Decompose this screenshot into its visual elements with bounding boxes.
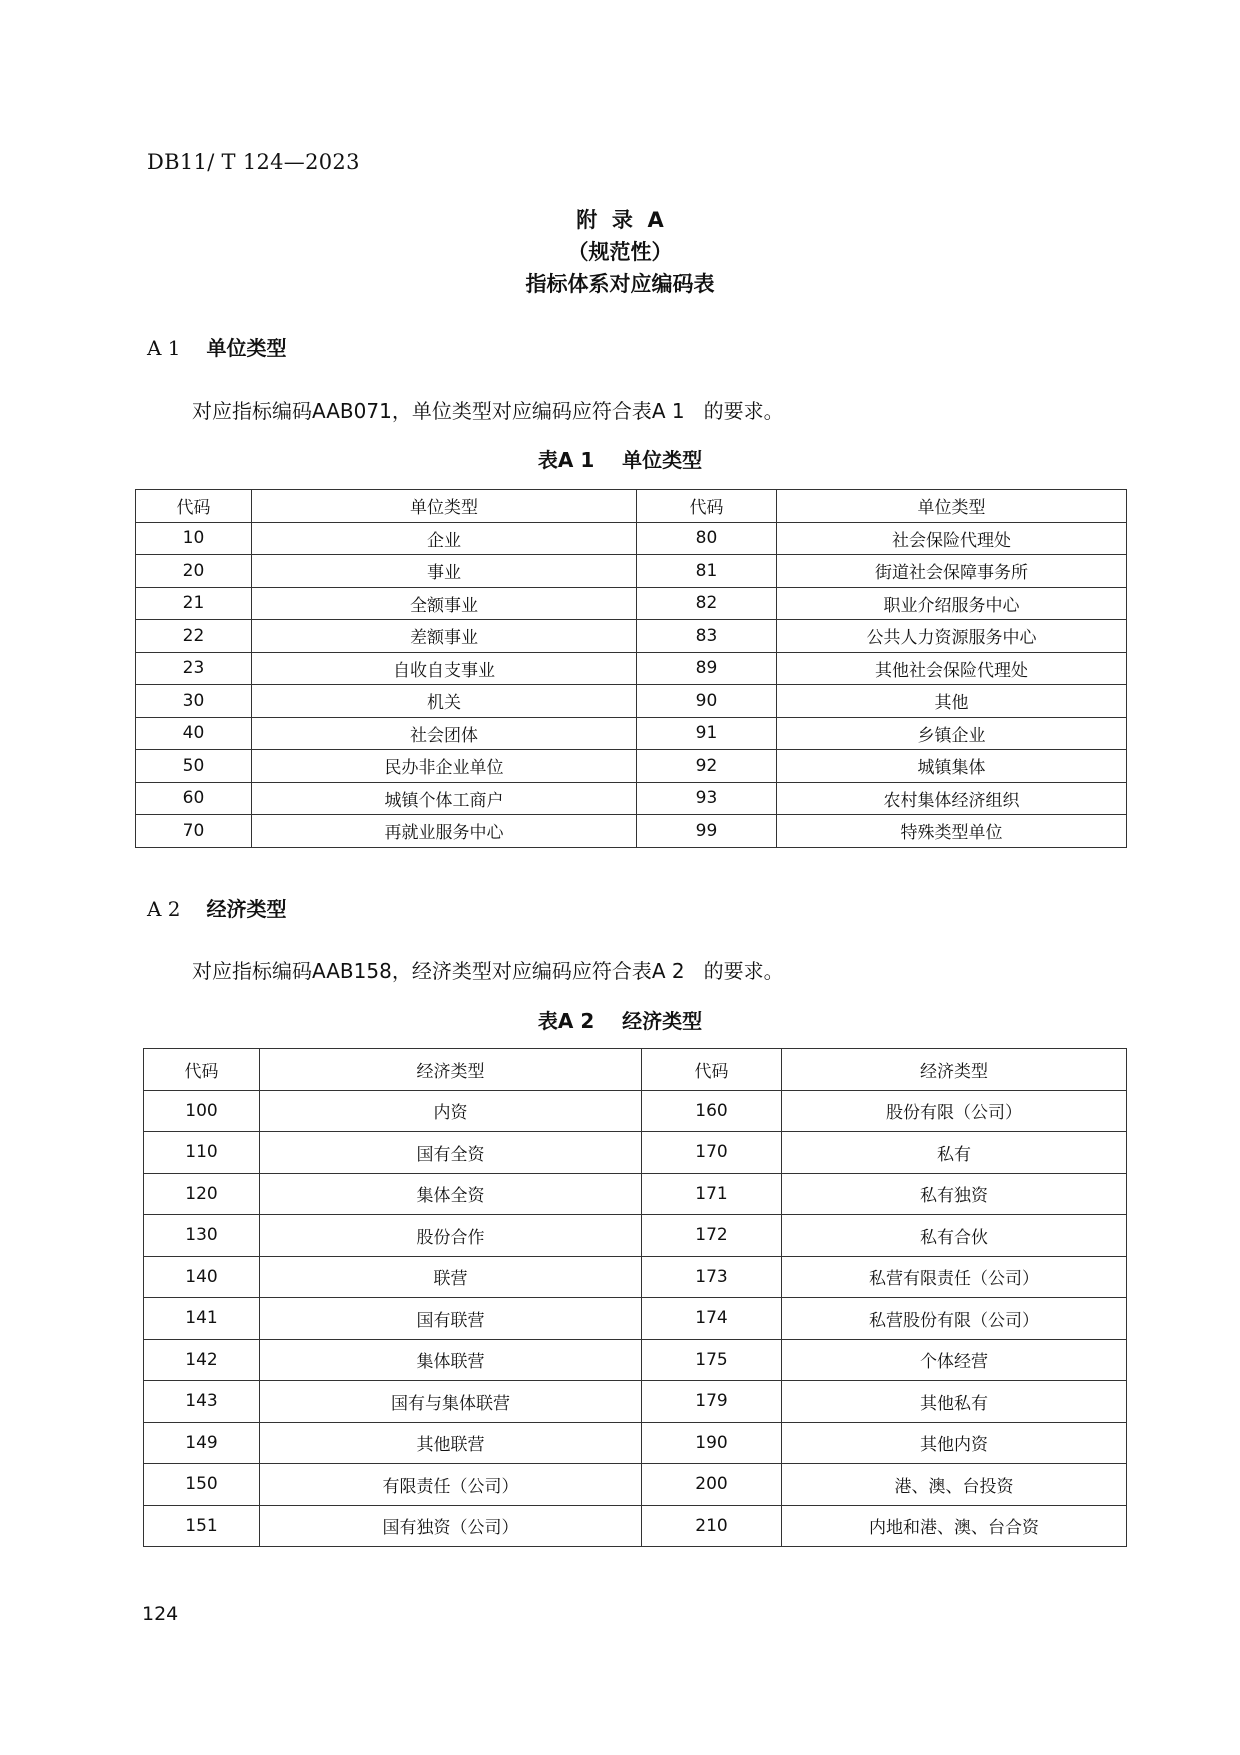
- table-row: [144, 1505, 1127, 1547]
- table-header-row: [144, 1049, 1127, 1091]
- code-cell: 210: [642, 1505, 782, 1547]
- type-cell: 农村集体经济组织: [777, 782, 1127, 815]
- column-header: 单位类型: [777, 490, 1127, 523]
- table-row: [144, 1256, 1127, 1298]
- table-row: [136, 620, 1127, 653]
- code-cell: 175: [642, 1339, 782, 1381]
- code-cell: 81: [637, 555, 777, 588]
- type-cell: 城镇集体: [777, 750, 1127, 783]
- type-cell: 特殊类型单位: [777, 815, 1127, 848]
- type-cell: 再就业服务中心: [252, 815, 637, 848]
- page-number: 124: [142, 1603, 179, 1625]
- appendix-title: 附 录 A: [576, 208, 664, 232]
- type-cell: 私营有限责任（公司）: [782, 1256, 1127, 1298]
- type-cell: 国有全资: [260, 1132, 642, 1174]
- type-cell: 个体经营: [782, 1339, 1127, 1381]
- type-cell: 私有: [782, 1132, 1127, 1174]
- code-cell: 93: [637, 782, 777, 815]
- type-cell: 港、澳、台投资: [782, 1464, 1127, 1506]
- code-cell: 23: [136, 652, 252, 685]
- code-cell: 190: [642, 1422, 782, 1464]
- code-cell: 50: [136, 750, 252, 783]
- code-cell: 21: [136, 587, 252, 620]
- code-cell: 120: [144, 1173, 260, 1215]
- type-cell: 国有与集体联营: [260, 1381, 642, 1423]
- code-cell: 10: [136, 522, 252, 555]
- type-cell: 差额事业: [252, 620, 637, 653]
- code-cell: 170: [642, 1132, 782, 1174]
- type-cell: 民办非企业单位: [252, 750, 637, 783]
- table-row: [136, 555, 1127, 588]
- type-cell: 其他私有: [782, 1381, 1127, 1423]
- table-a1: [135, 489, 1127, 848]
- code-cell: 143: [144, 1381, 260, 1423]
- table-row: [136, 685, 1127, 718]
- type-cell: 其他内资: [782, 1422, 1127, 1464]
- column-header: 单位类型: [252, 490, 637, 523]
- code-cell: 142: [144, 1339, 260, 1381]
- column-header: 经济类型: [260, 1049, 642, 1091]
- type-cell: 其他: [777, 685, 1127, 718]
- code-cell: 91: [637, 717, 777, 750]
- code-cell: 60: [136, 782, 252, 815]
- section-a1-paragraph: 对应指标编码AAB071，单位类型对应编码应符合表A 1 的要求。: [192, 399, 784, 423]
- type-cell: 街道社会保障事务所: [777, 555, 1127, 588]
- table-a2: [143, 1048, 1127, 1547]
- code-cell: 200: [642, 1464, 782, 1506]
- column-header: 代码: [136, 490, 252, 523]
- table-row: [144, 1090, 1127, 1132]
- type-cell: 事业: [252, 555, 637, 588]
- type-cell: 机关: [252, 685, 637, 718]
- section-a2-heading: [147, 893, 287, 922]
- type-cell: 职业介绍服务中心: [777, 587, 1127, 620]
- section-a2-paragraph: 对应指标编码AAB158，经济类型对应编码应符合表A 2 的要求。: [192, 959, 784, 983]
- code-cell: 30: [136, 685, 252, 718]
- table-row: [136, 652, 1127, 685]
- code-cell: 89: [637, 652, 777, 685]
- type-cell: 集体全资: [260, 1173, 642, 1215]
- table-row: [136, 717, 1127, 750]
- code-cell: 179: [642, 1381, 782, 1423]
- type-cell: 联营: [260, 1256, 642, 1298]
- code-cell: 83: [637, 620, 777, 653]
- code-cell: 82: [637, 587, 777, 620]
- code-cell: 149: [144, 1422, 260, 1464]
- type-cell: 国有联营: [260, 1298, 642, 1340]
- table-row: [136, 587, 1127, 620]
- column-header: 代码: [144, 1049, 260, 1091]
- code-cell: 140: [144, 1256, 260, 1298]
- table-row: [144, 1132, 1127, 1174]
- type-cell: 集体联营: [260, 1339, 642, 1381]
- type-cell: 社会团体: [252, 717, 637, 750]
- code-cell: 92: [637, 750, 777, 783]
- code-cell: 80: [637, 522, 777, 555]
- type-cell: 股份合作: [260, 1215, 642, 1257]
- code-cell: 150: [144, 1464, 260, 1506]
- table-a2-caption: 表A 2 经济类型: [537, 1009, 703, 1033]
- column-header: 代码: [637, 490, 777, 523]
- table-row: [144, 1339, 1127, 1381]
- type-cell: 股份有限（公司）: [782, 1090, 1127, 1132]
- code-cell: 151: [144, 1505, 260, 1547]
- code-cell: 110: [144, 1132, 260, 1174]
- type-cell: 内资: [260, 1090, 642, 1132]
- code-cell: 172: [642, 1215, 782, 1257]
- type-cell: 内地和港、澳、台合资: [782, 1505, 1127, 1547]
- type-cell: 国有独资（公司）: [260, 1505, 642, 1547]
- column-header: 代码: [642, 1049, 782, 1091]
- table-row: [144, 1215, 1127, 1257]
- code-cell: 20: [136, 555, 252, 588]
- section-a2-number: A 2: [147, 897, 181, 921]
- table-row: [136, 782, 1127, 815]
- code-cell: 141: [144, 1298, 260, 1340]
- table-row: [136, 815, 1127, 848]
- table-row: [136, 522, 1127, 555]
- type-cell: 其他联营: [260, 1422, 642, 1464]
- type-cell: 企业: [252, 522, 637, 555]
- code-cell: 160: [642, 1090, 782, 1132]
- appendix-name: 指标体系对应编码表: [525, 272, 715, 296]
- type-cell: 有限责任（公司）: [260, 1464, 642, 1506]
- type-cell: 全额事业: [252, 587, 637, 620]
- type-cell: 私有合伙: [782, 1215, 1127, 1257]
- table-row: [136, 750, 1127, 783]
- type-cell: 公共人力资源服务中心: [777, 620, 1127, 653]
- section-a1-heading: [147, 332, 287, 361]
- code-cell: 100: [144, 1090, 260, 1132]
- code-cell: 90: [637, 685, 777, 718]
- type-cell: 私营股份有限（公司）: [782, 1298, 1127, 1340]
- type-cell: 城镇个体工商户: [252, 782, 637, 815]
- section-a2-title: 经济类型: [206, 897, 287, 921]
- type-cell: 自收自支事业: [252, 652, 637, 685]
- appendix-nature: （规范性）: [567, 240, 673, 264]
- column-header: 经济类型: [782, 1049, 1127, 1091]
- code-cell: 22: [136, 620, 252, 653]
- table-a1-caption: 表A 1 单位类型: [537, 448, 703, 472]
- table-row: [144, 1381, 1127, 1423]
- code-cell: 70: [136, 815, 252, 848]
- table-row: [144, 1422, 1127, 1464]
- standard-code: DB11/ T 124—2023: [147, 150, 360, 174]
- code-cell: 40: [136, 717, 252, 750]
- type-cell: 乡镇企业: [777, 717, 1127, 750]
- table-row: [144, 1173, 1127, 1215]
- code-cell: 171: [642, 1173, 782, 1215]
- table-header-row: [136, 490, 1127, 523]
- type-cell: 其他社会保险代理处: [777, 652, 1127, 685]
- section-a1-title: 单位类型: [206, 336, 287, 360]
- section-a1-number: A 1: [147, 336, 181, 360]
- type-cell: 私有独资: [782, 1173, 1127, 1215]
- code-cell: 173: [642, 1256, 782, 1298]
- code-cell: 174: [642, 1298, 782, 1340]
- type-cell: 社会保险代理处: [777, 522, 1127, 555]
- code-cell: 130: [144, 1215, 260, 1257]
- code-cell: 99: [637, 815, 777, 848]
- table-row: [144, 1464, 1127, 1506]
- table-row: [144, 1298, 1127, 1340]
